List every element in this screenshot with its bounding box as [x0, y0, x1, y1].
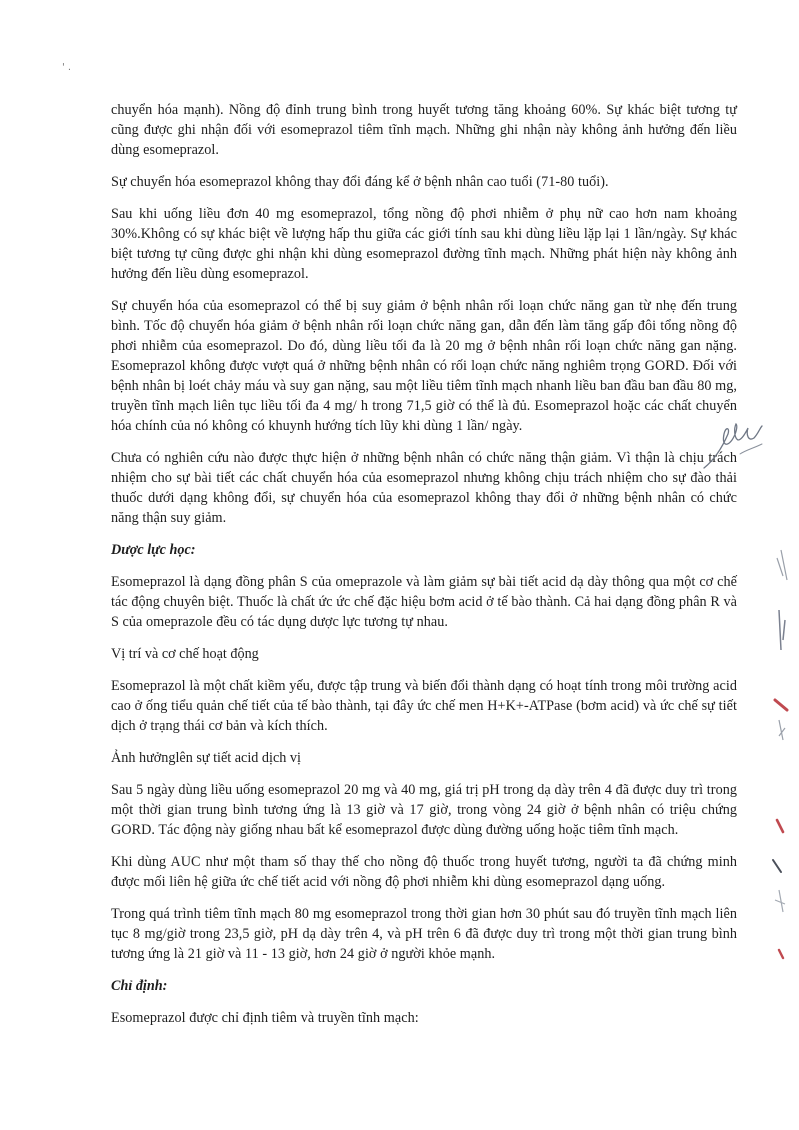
subheading-acid-secretion-effect: Ảnh hưởnglên sự tiết acid dịch vị: [111, 750, 301, 766]
heading-indications: Chỉ định:: [111, 978, 168, 994]
paragraph-iv-infusion-ph: Trong quá trình tiêm tĩnh mạch 80 mg esomeprazol trong thời gian hơn 30 phút sau đó truyền tĩnh mạch liên tục 8 mg/giờ trong 23,5 giờ, pH dạ dày trên 4, và pH trên 6 đã được duy trì trong một thời gian trung bình tương ứng là 21 giờ và 11 - 13 giờ, hơn 24 giờ ở người khỏe mạnh.: [111, 906, 737, 962]
handwritten-signature: [700, 404, 770, 476]
paragraph-gender-differences: Sau khi uống liều đơn 40 mg esomeprazol, tổng nồng độ phơi nhiễm ở phụ nữ cao hơn nam khoảng 30%.Không có sự khác biệt về lượng hấp thu giữa các giới tính sau khi dùng liều lặp lại 1 lần/ngày. Sự khác biệt tương tự cũng được ghi nhận khi dùng esomeprazol đường tĩnh mạch. Những phát hiện này không ảnh hưởng đến liều dùng esomeprazol.: [111, 206, 737, 282]
paragraph-elderly-metabolism: Sự chuyển hóa esomeprazol không thay đổi đáng kể ở bệnh nhân cao tuổi (71-80 tuổi).: [111, 174, 609, 190]
paragraph-hepatic-pharmacokinetics-continuation: chuyển hóa mạnh). Nồng độ đỉnh trung bình trong huyết tương tăng khoảng 60%. Sự khác biệt tương tự cũng được ghi nhận đối với esomeprazol tiêm tĩnh mạch. Những ghi nhận này không ảnh hưởng đến liều dùng esomeprazol.: [111, 102, 737, 158]
subheading-site-mechanism: Vị trí và cơ chế hoạt động: [111, 646, 259, 662]
paragraph-auc-relationship: Khi dùng AUC như một tham số thay thế cho nồng độ thuốc trong huyết tương, người ta đã chứng minh được mối liên hệ giữa ức chế tiết acid với nồng độ phơi nhiễm khi dùng esomeprazol dạng uống.: [111, 854, 737, 890]
document-body: [111, 100, 737, 1040]
page-edge-stamp-marks: [757, 540, 799, 1010]
paragraph-oral-dosing-ph: Sau 5 ngày dùng liều uống esomeprazol 20 mg và 40 mg, giá trị pH trong dạ dày trên 4 đã được duy trì trong một thời gian trung bình tương ứng là 13 giờ và 17 giờ, trong vòng 24 giờ ở bệnh nhân có triệu chứng GORD. Tác động này giống nhau bất kể esomeprazol được dùng đường uống hoặc tiêm tĩnh mạch.: [111, 782, 737, 838]
paragraph-s-isomer: Esomeprazol là dạng đồng phân S của omeprazole và làm giảm sự bài tiết acid dạ dày thông qua một cơ chế tác động chuyên biệt. Thuốc là chất ức ức chế đặc hiệu bơm acid ở tế bào thành. Cả hai dạng đồng phân R và S của omeprazole đều có tác dụng dược lực tương tự nhau.: [111, 574, 737, 630]
paragraph-indications-intro: Esomeprazol được chỉ định tiêm và truyền tĩnh mạch:: [111, 1010, 419, 1026]
paragraph-weak-base: Esomeprazol là một chất kiềm yếu, được tập trung và biến đổi thành dạng có hoạt tính trong môi trường acid cao ở ống tiểu quản chế tiết của tế bào thành, tại đây ức chế men H+K+-ATPase (bơm acid) và ức chế sự tiết dịch ở trạng thái cơ bản và kích thích.: [111, 678, 737, 734]
paragraph-hepatic-impairment: Sự chuyển hóa của esomeprazol có thể bị suy giảm ở bệnh nhân rối loạn chức năng gan từ nhẹ đến trung bình. Tốc độ chuyển hóa giảm ở bệnh nhân rối loạn chức năng gan, dẫn đến làm tăng gấp đôi tổng nồng độ phơi nhiễm của esomeprazol. Do đó, dùng liều tối đa là 20 mg ở bệnh nhân rối loạn chức năng gan nặng. Esomeprazol không được vượt quá ở những bệnh nhân có rối loạn chức năng nghiêm trọng GORD. Đối với bệnh nhân bị loét chảy máu và suy gan nặng, sau một liều tiêm tĩnh mạch nhanh liều ban đầu ban đầu 80 mg, truyền tĩnh mạch liên tục liều tối đa 4 mg/ h trong 71,5 giờ có thể là đủ. Esomeprazol hoặc các chất chuyển hóa chính của nó không có khuynh hướng tích lũy khi dùng 1 lần/ ngày.: [111, 298, 737, 434]
paragraph-renal-impairment: Chưa có nghiên cứu nào được thực hiện ở những bệnh nhân có chức năng thận giảm. Vì thận là chịu trách nhiệm cho sự bài tiết các chất chuyển hóa của esomeprazol nhưng không chịu trách nhiệm cho sự đào thải thuốc dưới dạng không đổi, sự chuyển hóa của esomeprazol không thay đổi ở những bệnh nhân có chức năng thận suy giảm.: [111, 450, 737, 526]
corner-mark: ' .: [62, 62, 72, 73]
heading-pharmacodynamics: Dược lực học:: [111, 542, 196, 558]
